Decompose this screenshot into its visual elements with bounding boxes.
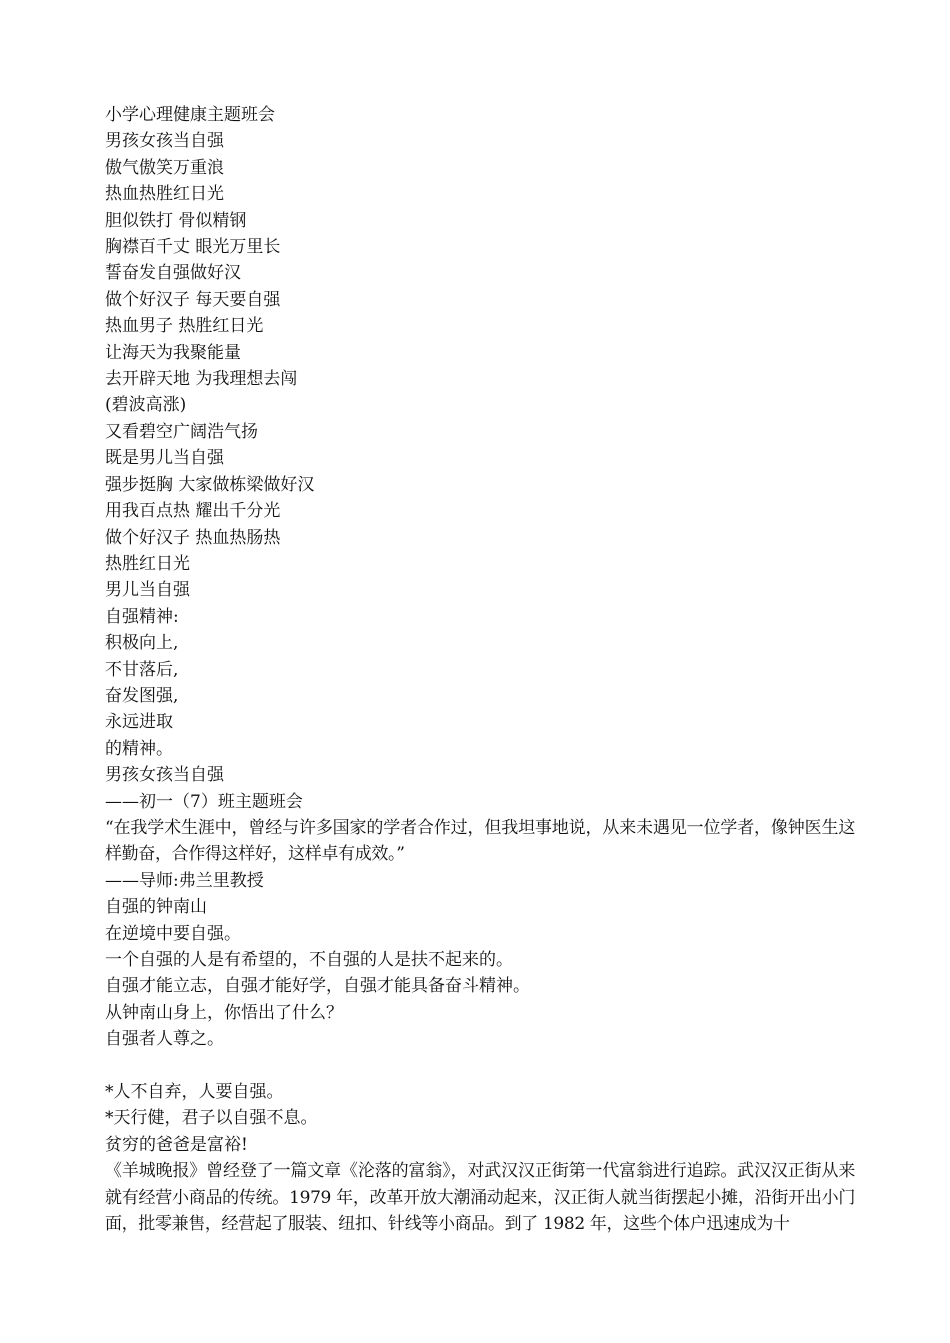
text-line: 热胜红日光 — [105, 553, 190, 574]
text-line: 用我百点热 耀出千分光 — [105, 501, 281, 522]
text-line: 贫穷的爸爸是富裕! — [105, 1134, 248, 1155]
text-line: *人不自弃，人要自强。 — [105, 1082, 284, 1103]
text-line: 既是男儿当自强 — [105, 448, 224, 469]
text-line: 胆似铁打 骨似精钢 — [105, 210, 247, 231]
text-line: 自强的钟南山 — [105, 897, 207, 918]
text-line: *天行健，君子以自强不息。 — [105, 1108, 318, 1129]
text-line: 强步挺胸 大家做栋梁做好汉 — [105, 474, 315, 495]
text-line: 的精神。 — [105, 738, 173, 759]
text-line: 不甘落后, — [105, 659, 179, 680]
body-paragraph: 《羊城晚报》曾经登了一篇文章《沦落的富翁》，对武汉汉正街第一代富翁进行追踪。武汉汉正街从来就有经营小商品的传统。1979 年，改革开放大潮涌动起来，汉正街人就当街摆起小摊，沿街开出小门面，批零兼售，经营起了服装、纽扣、针线等小商品。到了 1982 年，这些个体户迅速成为十 — [105, 1161, 855, 1235]
text-line: 做个好汉子 热血热肠热 — [105, 527, 281, 548]
text-line: 奋发图强, — [105, 685, 179, 706]
text-line: 自强精神: — [105, 606, 179, 627]
text-line: 男儿当自强 — [105, 580, 190, 601]
quote-paragraph: “在我学术生涯中，曾经与许多国家的学者合作过，但我坦事地说，从来未遇见一位学者，像钟医生这样勤奋，合作得这样好，这样卓有成效。” — [105, 817, 855, 865]
text-line: ——初一（7）班主题班会 — [105, 791, 303, 812]
text-line: 又看碧空广阔浩气扬 — [105, 421, 258, 442]
blank-line — [105, 1053, 855, 1079]
text-line: 热血热胜红日光 — [105, 184, 224, 205]
text-line: 从钟南山身上，你悟出了什么？ — [105, 1002, 343, 1023]
text-line: 在逆境中要自强。 — [105, 923, 241, 944]
text-line: 永远进取 — [105, 712, 173, 733]
text-line: 誓奋发自强做好汉 — [105, 263, 241, 284]
text-line: 胸襟百千丈 眼光万里长 — [105, 237, 281, 258]
text-line: ——导师:弗兰里教授 — [105, 870, 264, 891]
text-line: 去开辟天地 为我理想去闯 — [105, 369, 298, 390]
text-line: 一个自强的人是有希望的，不自强的人是扶不起来的。 — [105, 950, 513, 970]
text-line: 自强者人尊之。 — [105, 1029, 224, 1050]
text-line: 做个好汉子 每天要自强 — [105, 289, 281, 310]
text-line: 让海天为我聚能量 — [105, 342, 241, 363]
text-line: 积极向上, — [105, 633, 179, 654]
text-line: 自强才能立志，自强才能好学，自强才能具备奋斗精神。 — [105, 976, 530, 997]
document-body — [105, 102, 855, 1237]
text-line: 热血男子 热胜红日光 — [105, 316, 264, 337]
text-line: 傲气傲笑万重浪 — [105, 157, 224, 178]
text-line: 男孩女孩当自强 — [105, 131, 224, 152]
text-line: (碧波高涨) — [105, 395, 187, 416]
document-title: 小学心理健康主题班会 — [105, 105, 275, 125]
text-line: 男孩女孩当自强 — [105, 765, 224, 786]
